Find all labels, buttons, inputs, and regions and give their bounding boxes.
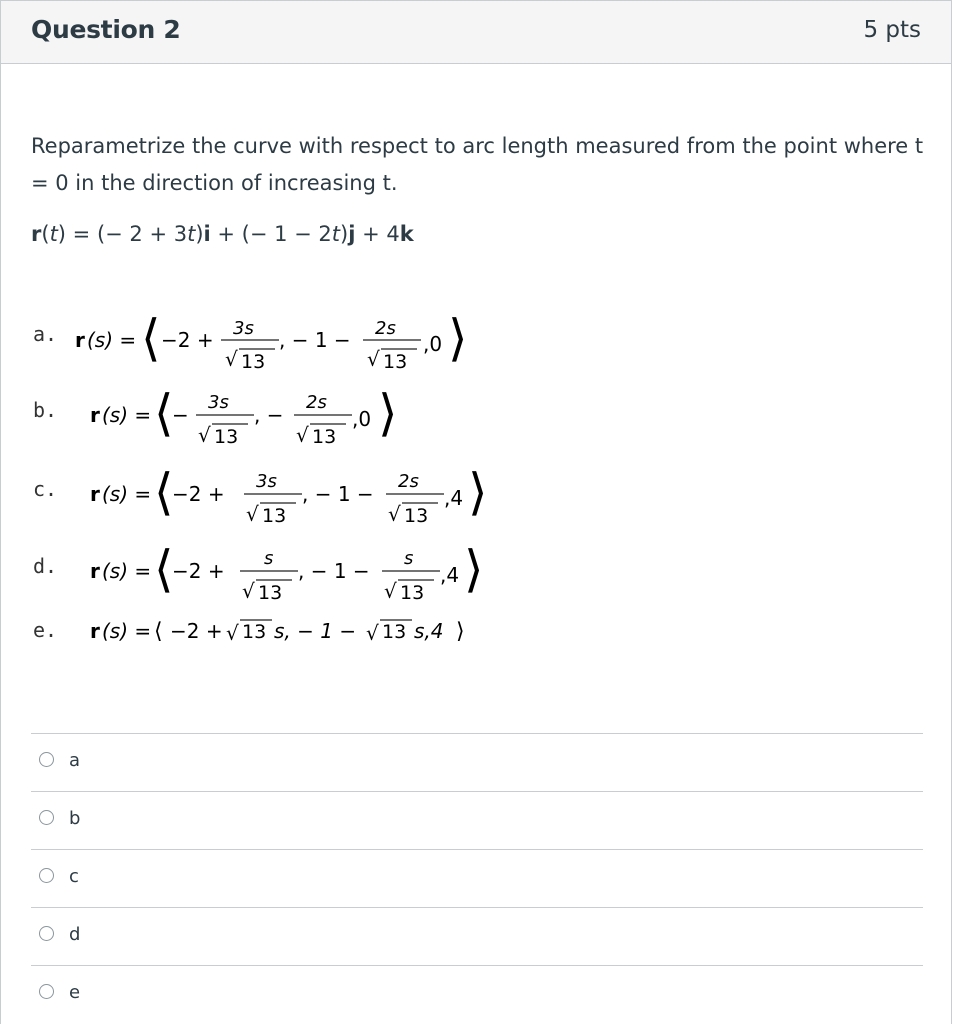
svg-text:13: 13 [404,505,429,527]
svg-text:⟩: ⟩ [448,309,468,367]
svg-text:,4: ,4 [444,486,464,510]
answer-label[interactable]: e [69,982,81,1003]
svg-text:2s: 2s [306,392,327,413]
option-letter: b. [33,398,58,422]
svg-text:, − 1 −: , − 1 − [279,328,351,352]
answer-option-d[interactable] [31,907,923,965]
option-b-formula [88,380,488,458]
svg-text:13: 13 [382,621,407,643]
radio-d[interactable] [39,926,54,941]
answer-label[interactable]: c [69,866,79,887]
question-header [1,0,951,64]
svg-text:s: s [264,548,274,569]
option-c [33,455,633,535]
option-b [33,380,633,460]
answer-list [31,733,923,1023]
svg-text:⟩: ⟩ [456,619,465,644]
curve-equation: r(t) = (− 2 + 3t)i + (− 1 − 2t)j + 4k [31,222,414,246]
answer-option-a[interactable] [31,733,923,791]
option-a [33,302,633,382]
svg-text:13: 13 [241,351,266,373]
svg-text:√: √ [198,423,211,447]
svg-text:,0: ,0 [352,407,372,431]
svg-text:, − 1 −: , − 1 − [298,559,370,583]
answer-option-e[interactable] [31,965,923,1023]
svg-text:(s) =: (s) = [102,403,152,427]
svg-text:⟩: ⟩ [468,463,488,521]
svg-text:−2 +: −2 + [170,619,223,643]
radio-a[interactable] [39,752,54,767]
svg-text:√: √ [366,621,379,645]
answer-option-c[interactable] [31,849,923,907]
svg-text:3s: 3s [233,318,254,339]
svg-text:13: 13 [400,582,425,604]
svg-text:, − 1 −: , − 1 − [302,482,374,506]
svg-text:3s: 3s [256,471,277,492]
svg-text:(s) =: (s) = [102,559,152,583]
svg-text:√: √ [296,423,309,447]
answer-label[interactable]: d [69,924,81,945]
svg-text:(s) =: (s) = [102,619,152,643]
svg-text:13: 13 [258,582,283,604]
svg-text:−2 +: −2 + [161,328,214,352]
svg-text:2s: 2s [375,318,396,339]
svg-text:−2 +: −2 + [172,559,225,583]
svg-text:r: r [90,619,100,643]
svg-text:√: √ [246,502,259,526]
option-letter: d. [33,554,58,578]
svg-text:(s) =: (s) = [102,482,152,506]
option-c-formula [88,455,548,533]
svg-text:r: r [90,403,100,427]
svg-text:13: 13 [312,426,337,448]
svg-text:⟨: ⟨ [154,540,174,598]
svg-text:3s: 3s [208,392,229,413]
svg-text:√: √ [242,579,255,603]
svg-text:√: √ [367,347,380,371]
svg-text:13: 13 [242,621,267,643]
svg-text:,0: ,0 [423,332,443,356]
svg-text:⟨: ⟨ [154,384,174,442]
svg-text:√: √ [384,579,397,603]
svg-text:−: − [172,403,189,427]
option-d [33,532,633,612]
svg-text:r: r [75,328,85,352]
svg-text:√: √ [225,347,238,371]
svg-text:⟨: ⟨ [154,619,163,644]
svg-text:√: √ [226,621,239,645]
svg-text:r: r [90,559,100,583]
svg-text:,4: ,4 [440,563,460,587]
svg-text:s, − 1 −: s, − 1 − [274,619,357,643]
svg-text:, −: , − [254,403,284,427]
question-points: 5 pts [863,17,921,43]
question-title: Question 2 [31,15,181,44]
svg-text:⟨: ⟨ [141,309,161,367]
svg-text:13: 13 [383,351,408,373]
option-list [33,292,633,652]
svg-text:⟩: ⟩ [378,384,398,442]
radio-e[interactable] [39,984,54,999]
radio-c[interactable] [39,868,54,883]
option-letter: c. [33,477,58,501]
question-prompt: Reparametrize the curve with respect to arc length measured from the point where t = 0 in the direction of increasing t. [31,134,924,195]
svg-text:⟩: ⟩ [464,540,484,598]
svg-text:−2 +: −2 + [172,482,225,506]
option-letter: e. [33,618,58,642]
svg-text:(s) =: (s) = [87,328,137,352]
svg-text:r: r [90,482,100,506]
svg-text:13: 13 [214,426,239,448]
svg-text:s: s [404,548,414,569]
option-letter: a. [33,322,58,346]
answer-option-b[interactable] [31,791,923,849]
svg-text:⟨: ⟨ [154,463,174,521]
svg-text:√: √ [388,502,401,526]
radio-b[interactable] [39,810,54,825]
svg-text:s,4: s,4 [414,619,444,643]
svg-text:2s: 2s [398,471,419,492]
answer-label[interactable]: b [69,808,81,829]
option-e [33,610,633,654]
option-d-formula [88,532,548,610]
option-e-formula [88,610,548,654]
svg-text:13: 13 [262,505,287,527]
answer-label[interactable]: a [69,750,81,771]
option-a-formula [73,302,533,380]
